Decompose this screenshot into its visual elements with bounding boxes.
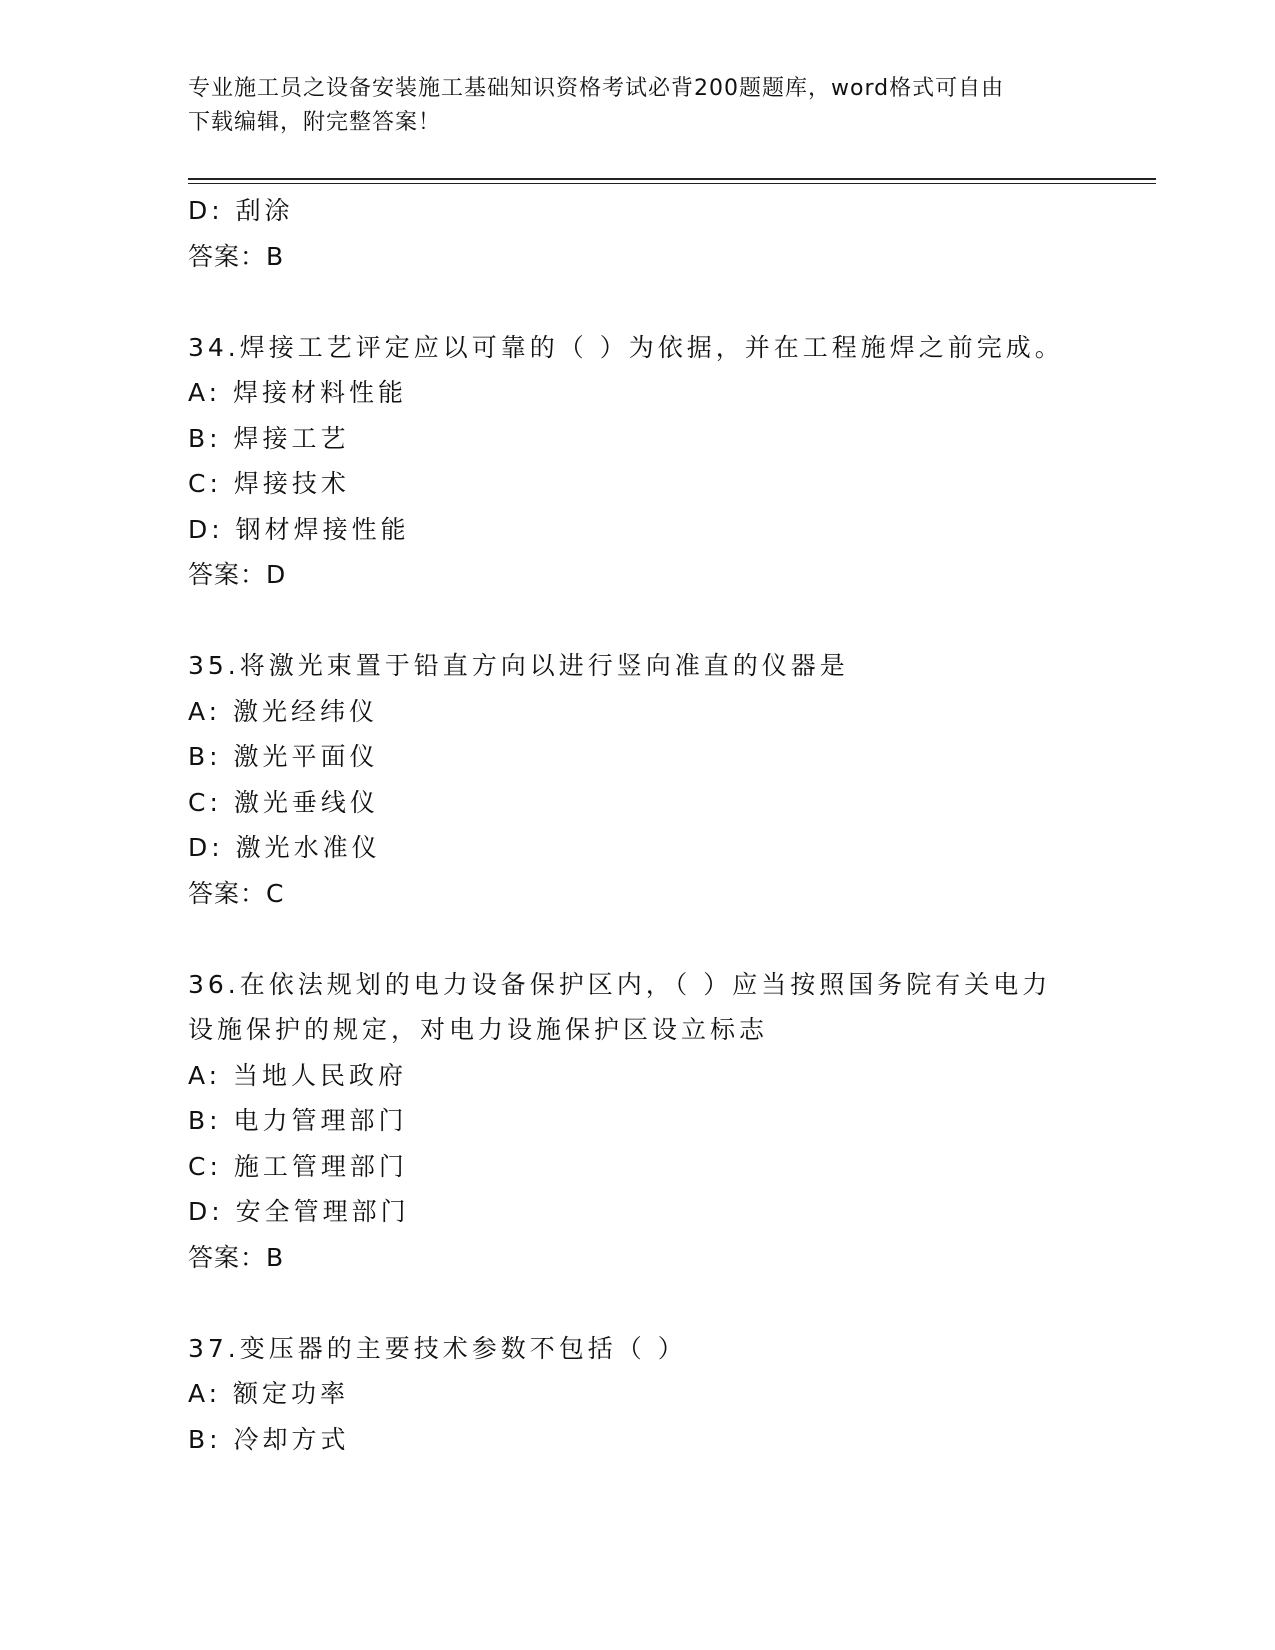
header-divider-thin (188, 183, 1156, 184)
answer: 答案：C (188, 878, 285, 908)
question-list (188, 188, 1088, 1462)
header-title-line1: 专业施工员之设备安装施工基础知识资格考试必背200题题库，word格式可自由 (188, 76, 1005, 101)
option-a: A: 焊接材料性能 (188, 378, 408, 407)
option-b: B: 冷却方式 (188, 1424, 350, 1454)
option-d: D: 激光水准仪 (188, 833, 381, 862)
option-a: A: 当地人民政府 (188, 1060, 408, 1090)
header-divider (188, 178, 1156, 180)
answer: 答案：B (188, 1242, 285, 1272)
option-c: C: 激光垂线仪 (188, 787, 379, 817)
question-36 (188, 962, 1088, 1281)
option-d: D: 安全管理部门 (188, 1197, 410, 1226)
answer: 答案：D (188, 560, 287, 589)
question-stem: 34.焊接工艺评定应以可靠的（ ）为依据，并在工程施焊之前完成。 (188, 332, 1064, 362)
page-header (188, 72, 1068, 140)
header-title-line2: 下载编辑，附完整答案！ (188, 110, 442, 135)
question-35 (188, 643, 1088, 916)
option-b: B: 激光平面仪 (188, 742, 379, 771)
question-37 (188, 1326, 1088, 1463)
prev-option-d: D: 刮涂 (188, 196, 294, 225)
question-34 (188, 325, 1088, 598)
option-b: B: 电力管理部门 (188, 1106, 408, 1135)
option-a: A: 激光经纬仪 (188, 696, 379, 726)
question-stem-line2: 设施保护的规定，对电力设施保护区设立标志 (188, 1015, 769, 1044)
prev-answer: 答案：B (188, 241, 285, 271)
option-a: A: 额定功率 (188, 1379, 350, 1408)
option-c: C: 施工管理部门 (188, 1151, 408, 1181)
option-b: B: 焊接工艺 (188, 423, 350, 453)
question-stem: 35.将激光束置于铅直方向以进行竖向准直的仪器是 (188, 651, 849, 680)
option-d: D: 钢材焊接性能 (188, 514, 410, 544)
option-c: C: 焊接技术 (188, 469, 350, 498)
question-stem: 37.变压器的主要技术参数不包括（ ） (188, 1333, 687, 1363)
question-stem-line1: 36.在依法规划的电力设备保护区内，（ ）应当按照国务院有关电力 (188, 969, 1052, 999)
